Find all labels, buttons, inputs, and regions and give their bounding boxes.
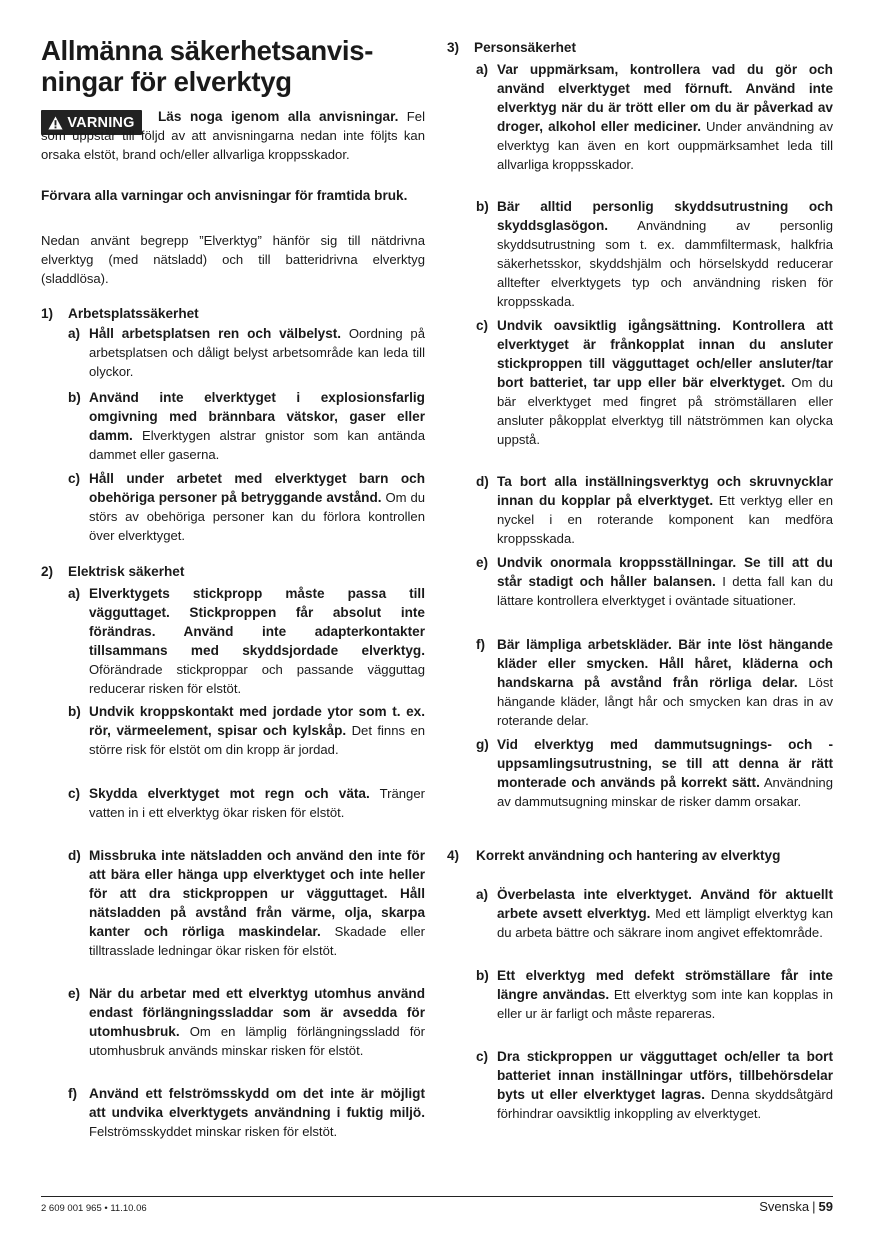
item-body <box>89 984 425 1060</box>
instruction-text: Felströmsskyddet minskar risken för elstöt. <box>89 1124 338 1139</box>
item-body <box>89 702 425 759</box>
item-label: e) <box>476 555 489 570</box>
instruction-bold: Vid elverktyg med dammutsugnings- och -uppsamlingsutrustning, se till att denna är rätt monterade och används på korrekt sätt. <box>497 737 833 790</box>
instruction-bold: Håll under arbetet med elverktyget barn och obehöriga personer på betryggande avstånd. <box>89 471 425 505</box>
item-label: f) <box>476 637 486 652</box>
section-heading: 1) Arbetsplatssäkerhet <box>41 306 199 321</box>
language-label: Svenska <box>759 1199 810 1214</box>
item-label: b) <box>476 968 489 983</box>
item-body <box>89 324 425 381</box>
instruction-bold: Bär alltid personlig skyddsutrustning och skyddsglasögon. <box>497 199 833 233</box>
instruction-bold: Ett elverktyg med defekt strömställare får inte längre användas. <box>497 968 833 1002</box>
instruction-bold: Skydda elverktyget mot regn och väta. <box>89 786 370 801</box>
item-label: c) <box>68 786 81 801</box>
item-body <box>89 846 425 960</box>
instruction-bold: Undvik kroppskontakt med jordade ytor som t. ex. rör, värmeelement, spisar och kylskåp. <box>89 704 425 738</box>
item-body <box>497 553 833 610</box>
section-heading: 4) Korrekt användning och hantering av elverktyg <box>447 848 781 863</box>
section-3 <box>447 38 833 57</box>
instruction-text: Denna skyddsåtgärd förhindrar oavsiktlig inkoppling av elverktyget. <box>497 1087 834 1121</box>
save-note: Förvara alla varningar och anvisningar för framtida bruk. <box>41 188 408 203</box>
instruction-text: Med ett lämpligt elverktyg kan du arbeta bättre och säkrare inom angivet effektområde. <box>497 906 834 940</box>
instruction-text: Löst hängande kläder, långt hår och smycken kan dras in av roterande delar. <box>497 675 833 728</box>
item-body <box>497 635 833 730</box>
warning-text: Läs noga igenom alla anvisningar. Fel som uppstår till följd av att anvisningarna nedan inte följts kan orsaka elstöt, brand och/eller allvarliga kroppsskador. <box>41 109 425 162</box>
item-label: d) <box>476 474 489 489</box>
instruction-text: Elverktygen alstrar gnistor som kan antända dammet eller gaserna. <box>89 428 425 462</box>
instruction-bold: Använd inte elverktyget i explosionsfarlig omgivning med brännbara vätskor, gaser eller damm. <box>89 390 425 443</box>
item-body <box>497 735 833 811</box>
instruction-text: Om du bär elverktyget med fingret på strömställaren eller ansluter påkopplat elverktyg till nätströmmen kan olycka uppstå. <box>497 375 834 447</box>
item-label: f) <box>68 1086 78 1101</box>
item-body <box>89 388 425 464</box>
page-number: 59 <box>818 1199 833 1214</box>
item-label: c) <box>68 471 81 486</box>
instruction-text: Ett elverktyg som inte kan kopplas in eller ur är farligt och måste repareras. <box>497 987 834 1021</box>
instruction-bold: När du arbetar med ett elverktyg utomhus använd endast förlängningssladdar som är avsedda för utomhusbruk. <box>89 986 425 1039</box>
item-body <box>497 1047 833 1123</box>
instruction-text: Om du störs av obehöriga personer kan du förlora kontrollen över elverktyget. <box>89 490 426 543</box>
item-body <box>497 966 833 1023</box>
definition: Nedan använt begrepp ”Elverktyg” hänför sig till nätdrivna elverktyg (med nätsladd) och till batteridrivna elverktyg (sladdlösa). <box>41 233 425 286</box>
instruction-text: Oförändrade stickproppar och passande vägguttag reducerar risken för elstöt. <box>89 662 425 696</box>
instruction-text: I detta fall kan du lättare kontrollera elverktyget i oväntade situationer. <box>497 574 833 608</box>
instruction-bold: Överbelasta inte elverktyget. Använd för aktuellt arbete avsett elverktyg. <box>497 887 833 921</box>
instruction-bold: Undvik oavsiktlig igångsättning. Kontrollera att elverktyget är frånkopplat innan du ansluter stickproppen till vägguttaget och/eller ansluter/tar bort batteriet, tar upp eller bär elverktyget. <box>497 318 833 390</box>
item-label: a) <box>476 62 489 77</box>
instruction-bold: Var uppmärksam, kontrollera vad du gör och använd elverktyget med förnuft. Använd inte elverktyg när du är trött eller om du är påverkad av droger, alkohol eller mediciner. <box>497 62 833 134</box>
item-body <box>89 1084 425 1141</box>
instruction-text: Om en lämplig förlängningssladd för utomhusbruk används minskar risken för elstöt. <box>89 1024 426 1058</box>
item-body <box>497 472 833 548</box>
instruction-bold: Håll arbetsplatsen ren och välbelyst. <box>89 326 342 341</box>
footer-divider <box>41 1196 833 1197</box>
item-body <box>497 60 833 174</box>
item-label: g) <box>476 737 489 752</box>
instruction-bold: Ta bort alla inställningsverktyg och skruvnycklar innan du kopplar på elverktyget. <box>497 474 833 508</box>
section-2 <box>41 562 425 581</box>
item-body <box>497 316 833 449</box>
item-body <box>89 784 425 822</box>
item-body <box>89 469 425 545</box>
item-label: b) <box>476 199 489 214</box>
item-label: b) <box>68 704 81 719</box>
instruction-text: Användning av dammutsugning minskar de risker damm orsakar. <box>497 775 833 809</box>
section-heading: 2) Elektrisk säkerhet <box>41 564 185 579</box>
instruction-text: Tränger vatten in i ett elverktyg ökar risken för elstöt. <box>89 786 425 820</box>
instruction-text: Oordning på arbetsplatsen och dåligt belyst arbetsområde kan leda till olyckor. <box>89 326 425 379</box>
warning-badge: VARNING <box>41 110 142 135</box>
instruction-text: Under användning av elverktyg kan även en kort ouppmärksamhet leda till allvarliga kroppsskador. <box>497 119 834 172</box>
instruction-text: Användning av personlig skyddsutrustning som t. ex. dammfiltermask, halkfria säkerhetsskor, skyddshjälm och hörselskydd reducerar alltefter elverktygets typ och användning risken för kroppsskada. <box>497 218 833 309</box>
footer-separator: | <box>812 1199 816 1214</box>
section-1 <box>41 304 425 323</box>
instruction-bold: Undvik onormala kroppsställningar. Se till att du står stadigt och håller balansen. <box>497 555 833 589</box>
instruction-bold: Missbruka inte nätsladden och använd den inte för att bära eller hänga upp elverktyget och inte heller för att dra stickproppen ur vägguttaget. Håll nätsladden på avstånd från värme, olja, skarpa kanter och rörliga maskindelar. <box>89 848 425 939</box>
item-label: c) <box>476 1049 489 1064</box>
item-label: a) <box>68 326 81 341</box>
page-footer <box>759 1199 833 1214</box>
item-label: a) <box>68 586 81 601</box>
item-body <box>497 197 833 311</box>
section-4 <box>447 846 833 884</box>
item-label: b) <box>68 390 81 405</box>
item-label: c) <box>476 318 489 333</box>
instruction-text: Det finns en större risk för elstöt om din kropp är jordad. <box>89 723 426 757</box>
instruction-bold: Använd ett felströmsskydd om det inte är möjligt att undvika elverktygets användning i fuktig miljö. <box>89 1086 425 1120</box>
instruction-text: Ett verktyg eller en nyckel i en roterande komponent kan medföra kroppsskada. <box>497 493 833 546</box>
instruction-bold: Elverktygets stickpropp måste passa till vägguttaget. Stickproppen får absolut inte förändras. Använd inte adapterkontakter tillsammans med skyddsjordade elverktyg. <box>89 586 425 658</box>
section-heading: 3) Personsäkerhet <box>447 40 577 55</box>
item-label: e) <box>68 986 81 1001</box>
instruction-text: Skadade eller tilltrasslade ledningar ökar risken för elstöt. <box>89 924 426 958</box>
instruction-bold: Dra stickproppen ur vägguttaget och/eller ta bort batteriet innan inställningar utförs, tillbehörsdelar byts ut eller elverktyget lagras. <box>497 1049 833 1102</box>
item-body <box>497 885 833 942</box>
item-label: a) <box>476 887 489 902</box>
item-body <box>89 584 425 698</box>
document-id: 2 609 001 965 • 11.10.06 <box>41 1203 147 1214</box>
instruction-bold: Bär lämpliga arbetskläder. Bär inte löst hängande kläder eller smycken. Håll håret, kläderna och handskarna på avstånd från rörliga delar. <box>497 637 833 690</box>
item-label: d) <box>68 848 81 863</box>
